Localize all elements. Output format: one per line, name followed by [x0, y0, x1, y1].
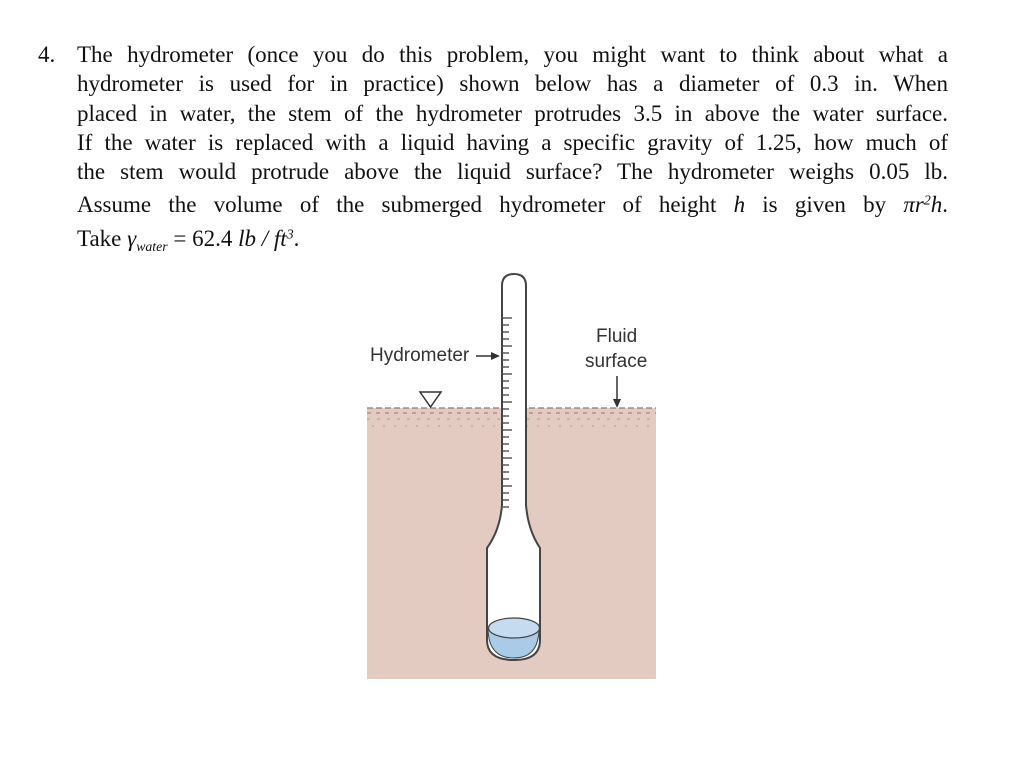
fluid-label: Fluid: [596, 326, 638, 347]
problem-line-take: Take $\gamma_{water} = 62.4$ lb / $ft^3$.: [77, 225, 300, 254]
free-surface-triangle-icon: [420, 392, 441, 407]
problem-line: If the water is replaced with a liquid having a specific gravity of 1.25, how much of: [77, 129, 948, 155]
hydrometer-arrow-icon: [476, 352, 500, 360]
assume-middle: is given by: [762, 192, 887, 218]
problem-line-assume: Assume the volume of the submerged hydrometer of height h is given by $\pi r^2h$.: [77, 192, 949, 218]
problem-number: 4.: [38, 42, 56, 67]
take-text: Take: [77, 225, 122, 251]
problem-line: the stem would protrude above the liquid surface? The hydrometer weighs 0.05 lb.: [77, 159, 948, 185]
problem-line: hydrometer is used for in practice) shown below has a diameter of 0.3 in. When: [77, 71, 948, 97]
take-units: lb / $ft^3$: [238, 225, 294, 251]
surface-label: surface: [585, 351, 648, 372]
variable-h: h: [733, 192, 746, 218]
gamma-symbol: $\gamma_{water}$: [127, 225, 168, 254]
assume-text: Assume the volume of the submerged hydrometer of height: [77, 192, 717, 218]
problem-line: placed in water, the stem of the hydrometer protrudes 3.5 in above the water surface.: [77, 100, 948, 126]
take-value: = 62.4: [173, 225, 233, 251]
volume-formula: $\pi r^2h$: [903, 192, 943, 218]
fluid-surface-arrow-icon: [613, 376, 621, 408]
hydrometer-label: Hydrometer: [370, 345, 470, 366]
problem-line: The hydrometer (once you do this problem, you might want to think about what a: [77, 42, 948, 67]
